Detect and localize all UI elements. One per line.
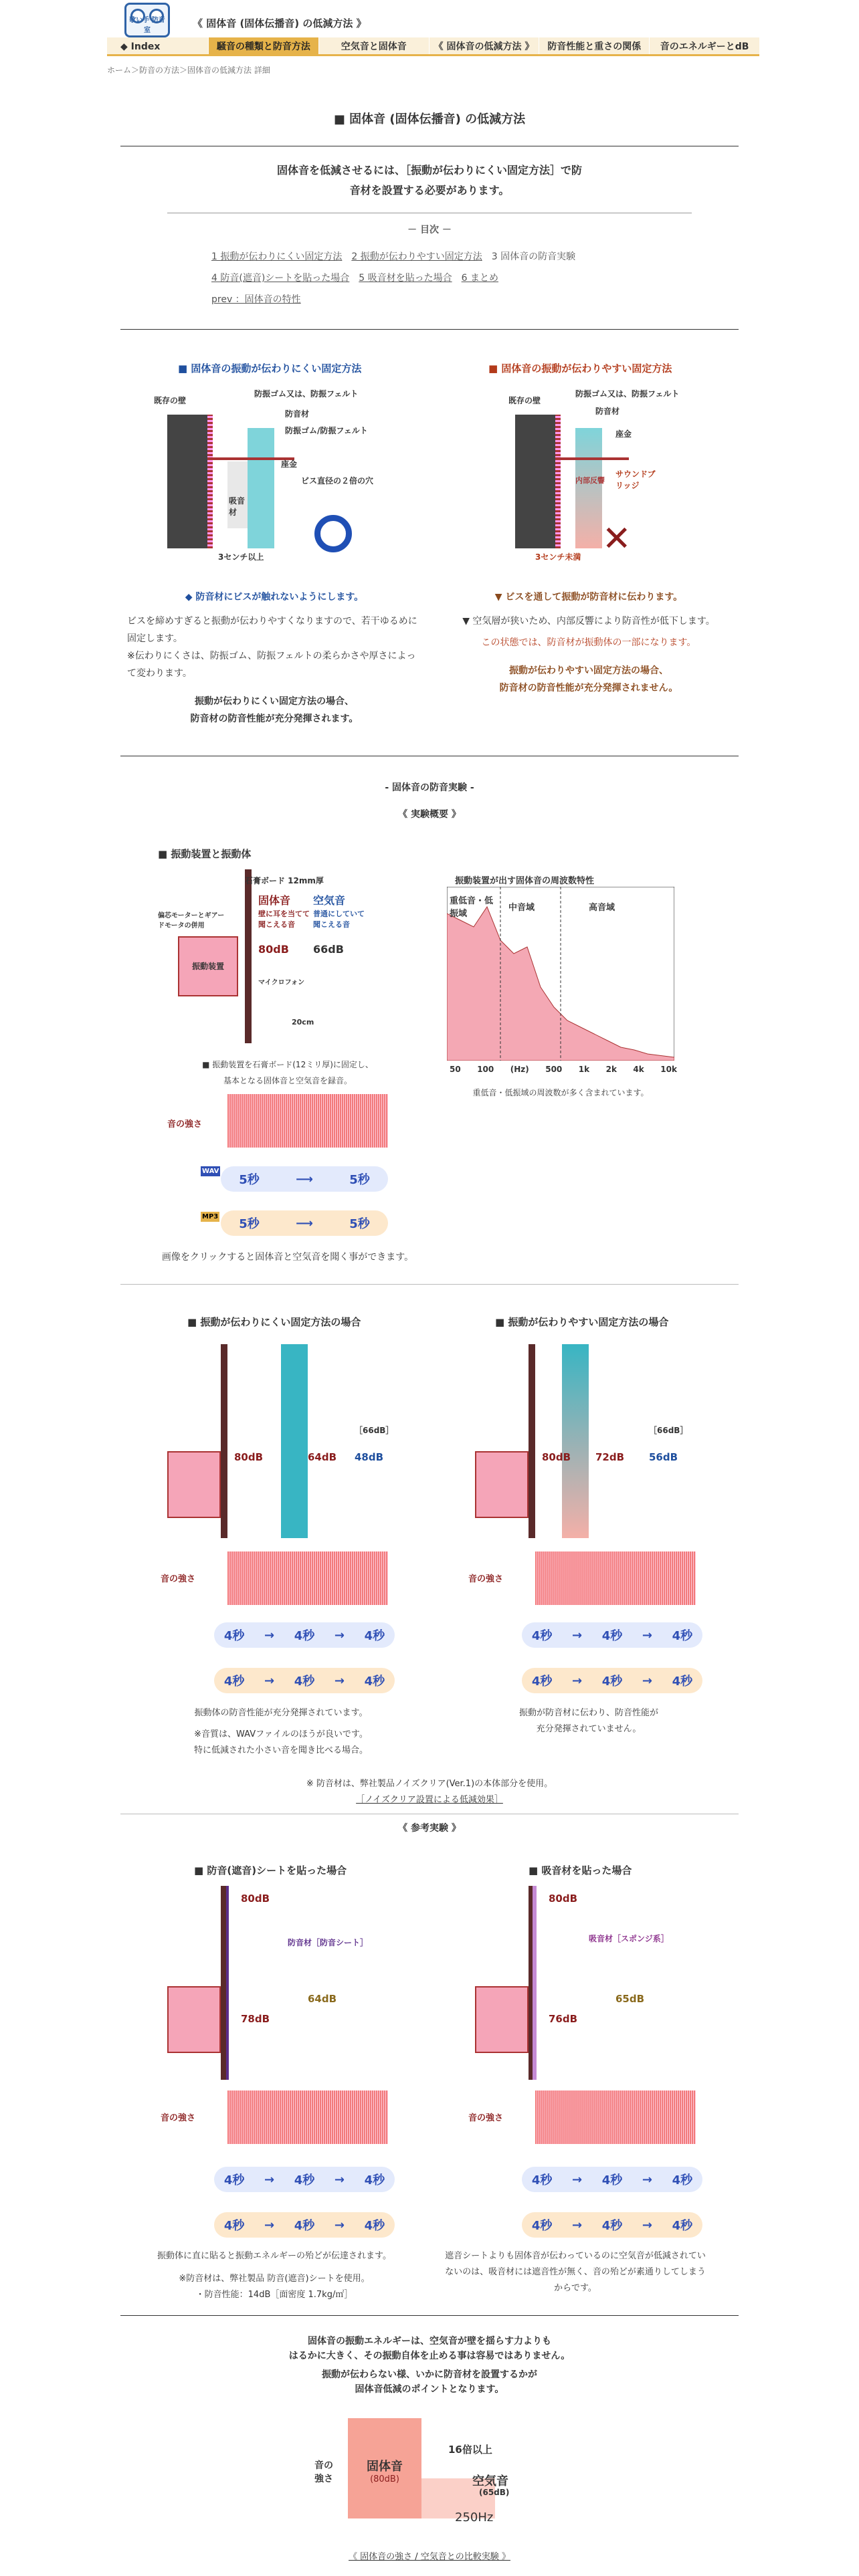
- vibration-device: [178, 936, 238, 996]
- method-bad-title: ■ 固体音の振動が伝わりやすい固定方法: [488, 362, 672, 374]
- vibration-pad: [555, 415, 561, 548]
- click-note: 画像をクリックすると固体音と空気音を聞く事ができます。: [161, 1252, 414, 1263]
- nav-solid-reduction[interactable]: 《 固体音の低減方法 》: [429, 37, 539, 54]
- device: [167, 1451, 221, 1518]
- lead-text: 固体音を低減させるには、［振動が伝わりにくい固定方法］で防 音材を設置する必要があります。: [276, 164, 582, 197]
- wav-play-bar[interactable]: 4秒 → 4秒 → 4秒: [522, 1622, 702, 1648]
- device: [475, 1451, 529, 1518]
- loudness-label: 音の強さ: [161, 2113, 196, 2123]
- absorb-note: 遮音シートよりも固体音が伝わっているのに空気音が低減されていないのは、吸音材には遮音性が無く、音の殆どが素通りしてしまうからです。: [445, 2251, 706, 2293]
- existing-wall: [167, 415, 207, 548]
- air-db: 65dB: [615, 1993, 645, 2005]
- reference-title: 《 参考実験 》: [398, 1823, 461, 1834]
- toc-item[interactable]: 3 固体音の防音実験: [491, 251, 576, 262]
- nav-noise-types[interactable]: 騒音の種類と防音方法: [208, 37, 318, 54]
- header: [0, 0, 859, 60]
- wav-play-bar[interactable]: 4秒 → 4秒 → 4秒: [522, 2167, 702, 2192]
- waveform: [535, 1551, 696, 1605]
- sound-material: [575, 428, 602, 548]
- label: 3センチ以上: [218, 552, 264, 562]
- compare-bad-note: 振動が防音材に伝わり、防音性能が 充分発揮されていません。: [518, 1708, 658, 1734]
- device: [475, 1986, 529, 2053]
- page-title: ■ 固体音 (固体伝播音) の低減方法: [333, 112, 526, 126]
- x-tick: 100: [477, 1065, 494, 1074]
- board: [529, 1344, 535, 1538]
- mp3-play-bar[interactable]: 4秒 → 4秒 → 4秒: [522, 1668, 702, 1693]
- result: 振動が伝わりやすい固定方法の場合、: [509, 665, 668, 676]
- nav-energy-db[interactable]: 音のエネルギーとdB: [649, 37, 759, 54]
- x-tick: 500: [545, 1065, 563, 1074]
- air-db: 48dB: [355, 1451, 384, 1463]
- solid-db: 80dB: [542, 1451, 571, 1463]
- point: ▼ ビスを通して振動が防音材に伝わります。: [494, 592, 683, 603]
- nav-air-solid[interactable]: 空気音と固体音: [318, 37, 429, 54]
- method-good-text: [127, 588, 421, 728]
- freq-label: 250Hz: [455, 2510, 494, 2525]
- main-nav: [107, 37, 759, 56]
- material: [562, 1344, 589, 1538]
- ng-cross-icon: ✕: [602, 519, 632, 559]
- band-label: 重低音・低振域: [450, 896, 494, 919]
- x-tick: (Hz): [510, 1065, 529, 1074]
- loudness-label: 音の強さ: [161, 1574, 196, 1584]
- divider: [120, 329, 739, 330]
- air-db: 56dB: [649, 1451, 678, 1463]
- method-good-diagram: [154, 388, 408, 562]
- compare-bad-diagram: [468, 1344, 702, 1538]
- table-of-contents: [211, 225, 576, 310]
- x-tick: 10k: [660, 1065, 677, 1074]
- label: 防音材: [595, 407, 620, 416]
- x-tick: 2k: [605, 1065, 617, 1074]
- x-tick: 4k: [633, 1065, 644, 1074]
- summary-diagram: [314, 2405, 555, 2532]
- wav-play-bar[interactable]: 4秒 → 4秒 → 4秒: [214, 2167, 395, 2192]
- waveform: [227, 1094, 388, 1148]
- solid-db: 80dB: [549, 1893, 578, 1905]
- vibration-pad: [207, 415, 213, 548]
- chart-title: 振動装置が出す固体音の周波数特性: [455, 876, 595, 886]
- ok-circle-icon: [314, 515, 352, 552]
- device-label: 振動装置: [191, 962, 224, 971]
- board: [221, 1344, 227, 1538]
- divider: [120, 2315, 739, 2316]
- experiment-title: - 固体音の防音実験 -: [385, 782, 474, 793]
- toc-item[interactable]: 2 振動が伝わりやすい固定方法: [351, 251, 482, 262]
- solid-bar: 固体音 (80dB): [348, 2418, 421, 2518]
- toc-item[interactable]: 5 吸音材を貼った場合: [359, 273, 452, 284]
- divider: [120, 1284, 739, 1285]
- material: [281, 1344, 308, 1538]
- mp3-play-bar[interactable]: 4秒 → 4秒 → 4秒: [214, 2212, 395, 2238]
- wav-icon[interactable]: WAV: [202, 1168, 219, 1175]
- board-with-sheet: [221, 1886, 229, 2080]
- existing-wall: [515, 415, 555, 548]
- nav-index[interactable]: ◆ Index: [120, 41, 161, 52]
- loudness-label: 音の強さ: [167, 1119, 203, 1130]
- absorb-title: ■ 吸音材を貼った場合: [529, 1864, 632, 1876]
- mp3-play-bar[interactable]: 4秒 → 4秒 → 4秒: [214, 1668, 395, 1693]
- absorb-diagram: [468, 1886, 702, 2080]
- compare-foot: ※ 防音材は、弊社製品ノイズクリア(Ver.1)の本体部分を使用。 ［ノイズクリア設置による低減効果］: [107, 1776, 752, 1808]
- x-ticks: [450, 1065, 677, 1074]
- x-tick: 1k: [578, 1065, 590, 1074]
- label: 防音材: [285, 409, 310, 419]
- label: 防振ゴム又は、防振フェルト: [575, 389, 680, 399]
- text: ※伝わりにくさは、防振ゴム、防振フェルトの柔らかさや厚さによって変わります。: [127, 651, 416, 679]
- compare-bad-title: ■ 振動が伝わりやすい固定方法の場合: [495, 1316, 669, 1328]
- noiseclear-link[interactable]: ［ノイズクリア設置による低減効果］: [356, 1795, 503, 1805]
- absorb-label: 吸音材［スポンジ系］: [589, 1934, 669, 1943]
- experiment-subtitle: 《 実験概要 》: [398, 809, 461, 820]
- label: 3センチ未満: [535, 552, 581, 562]
- chart-note: 重低音・低振域の周波数が多く含まれています。: [472, 1088, 649, 1097]
- result: 振動が伝わりにくい固定方法の場合、: [195, 696, 354, 707]
- diff-label: 16倍以上: [448, 2444, 492, 2456]
- air-desc: 普通にしていて聞こえる音: [313, 909, 365, 929]
- band-label: 高音域: [589, 903, 615, 913]
- label: 座金: [281, 459, 298, 469]
- waveform: [227, 1551, 388, 1605]
- before-db: ［66dB］: [649, 1426, 688, 1435]
- solid-db: 80dB: [258, 943, 289, 956]
- label: 防振ゴム又は、防振フェルト: [254, 389, 359, 399]
- site-logo[interactable]: [124, 3, 170, 37]
- device: [167, 1986, 221, 2053]
- method-bad-diagram: [508, 388, 723, 562]
- text: ▼ 空気層が狭いため、内部反響により防音性が低下します。: [462, 616, 715, 627]
- comparison-link[interactable]: 《 固体音の強さ / 空気音との比較実験 》: [349, 2552, 510, 2562]
- gypsum-board: [245, 869, 252, 1043]
- waveform: [535, 2090, 696, 2144]
- toc-item[interactable]: 4 防音(遮音)シートを貼った場合: [211, 273, 350, 284]
- label: 防振ゴム/防振フェルト: [285, 426, 368, 435]
- air-label: 空気音: [472, 2474, 508, 2488]
- label: 座金: [615, 429, 632, 439]
- solid-desc: 壁に耳を当てて聞こえる音: [258, 909, 310, 929]
- sheet-title: ■ 防音(遮音)シートを貼った場合: [194, 1864, 347, 1876]
- result: 防音材の防音性能が充分発揮されます。: [190, 714, 359, 724]
- air-label: 空気音: [313, 894, 346, 907]
- mid-db: 72dB: [595, 1451, 625, 1463]
- device-diagram: [158, 869, 399, 1043]
- board-with-absorber: [529, 1886, 537, 2080]
- toc-item[interactable]: 1 振動が伝わりにくい固定方法: [211, 251, 343, 262]
- breadcrumb[interactable]: ホーム＞防音の方法＞固体音の低減方法 詳細: [107, 66, 270, 75]
- logo-text: 歌い手 防音室: [129, 17, 165, 34]
- compare-good-title: ■ 振動が伝わりにくい固定方法の場合: [187, 1316, 361, 1328]
- point: ◆ 防音材にビスが触れないようにします。: [185, 592, 364, 603]
- nav-performance-weight[interactable]: 防音性能と重さの関係: [539, 37, 649, 54]
- result: 防音材の防音性能が充分発揮されません。: [499, 683, 678, 693]
- sheet-label: 防音材［防音シート］: [288, 1938, 369, 1947]
- toc-item[interactable]: 6 まとめ: [461, 273, 498, 284]
- label: 内部反響: [575, 476, 605, 485]
- label: ビス直径の２倍の穴: [301, 476, 374, 486]
- solid-db: 80dB: [241, 1893, 270, 1905]
- label: 既存の壁: [154, 396, 187, 405]
- mid-db: 78dB: [241, 2013, 270, 2025]
- loudness-label: 音の強さ: [314, 2460, 333, 2484]
- air-db: 66dB: [313, 943, 344, 956]
- solid-label: 固体音: [258, 894, 291, 907]
- mid-db: 76dB: [549, 2013, 578, 2025]
- text: ビスを締めすぎると振動が伝わりやすくなりますので、若干ゆるめに固定します。: [127, 616, 417, 644]
- mic-label: マイクロフォン: [258, 979, 305, 986]
- page-name: 《 固体音 (固体伝播音) の低減方法 》: [193, 17, 367, 29]
- loudness-label: 音の強さ: [468, 2113, 504, 2123]
- sheet-diagram: [161, 1886, 395, 2080]
- air-db: (65dB): [479, 2488, 510, 2497]
- device-title: ■ 振動装置と振動体: [158, 848, 252, 860]
- mp3-play-bar[interactable]: 5秒 ⟶ 5秒: [221, 1210, 388, 1236]
- before-db: ［66dB］: [355, 1426, 394, 1435]
- band-label: 中音域: [508, 903, 535, 913]
- device-desc: ■ 振動装置を石膏ボード(12ミリ厚)に固定し、 基本となる固体音と空気音を録音。: [202, 1060, 373, 1085]
- sheet-note: 振動体に直に貼ると振動エネルギーの殆どが伝達されます。 ※防音材は、弊社製品 防音(遮音)シートを使用。 ・防音性能：14dB［面密度 1.7kg/㎡］: [157, 2251, 391, 2300]
- text: この状態では、防音材が振動体の一部になります。: [481, 637, 696, 648]
- x-tick: 50: [450, 1065, 461, 1074]
- summary-text: 固体音の振動エネルギーは、空気音が壁を揺らす力よりも はるかに大きく、その振動自体を止める事は容易ではありません。 振動が伝わらない様、いかに防音材を設置するかが 固体音低減のポイントとなります。: [288, 2336, 571, 2395]
- label: 既存の壁: [508, 396, 541, 405]
- solid-db: 80dB: [234, 1451, 264, 1463]
- motor-label: 偏芯モーターとギアードモータの併用: [158, 912, 225, 930]
- board-label: 石膏ボード 12mm厚: [245, 876, 324, 885]
- label: 吸音材: [229, 496, 246, 517]
- screw: [555, 457, 629, 460]
- wav-play-bar[interactable]: 4秒 → 4秒 → 4秒: [214, 1622, 395, 1648]
- method-good-title: ■ 固体音の振動が伝わりにくい固定方法: [178, 362, 362, 374]
- method-bad-text: [442, 588, 736, 697]
- toc-title: － 目次 －: [407, 225, 452, 235]
- loudness-label: 音の強さ: [468, 1574, 504, 1584]
- wav-play-bar[interactable]: 5秒 ⟶ 5秒: [221, 1166, 388, 1192]
- sound-material: [248, 428, 274, 548]
- mid-db: 64dB: [308, 1451, 337, 1463]
- distance-label: 20cm: [292, 1018, 314, 1027]
- mp3-play-bar[interactable]: 4秒 → 4秒 → 4秒: [522, 2212, 702, 2238]
- compare-good-note: 振動体の防音性能が充分発揮されています。 ※音質は、WAVファイルのほうが良いです。 特に低減された小さい音を聞き比べる場合。: [193, 1708, 368, 1755]
- waveform: [227, 2090, 388, 2144]
- mp3-icon[interactable]: MP3: [202, 1213, 219, 1220]
- prev-link[interactable]: prev ：固体音の特性: [211, 294, 301, 305]
- air-db: 64dB: [308, 1993, 337, 2005]
- label: サウンドブリッジ: [615, 469, 656, 490]
- compare-good-diagram: [161, 1344, 395, 1538]
